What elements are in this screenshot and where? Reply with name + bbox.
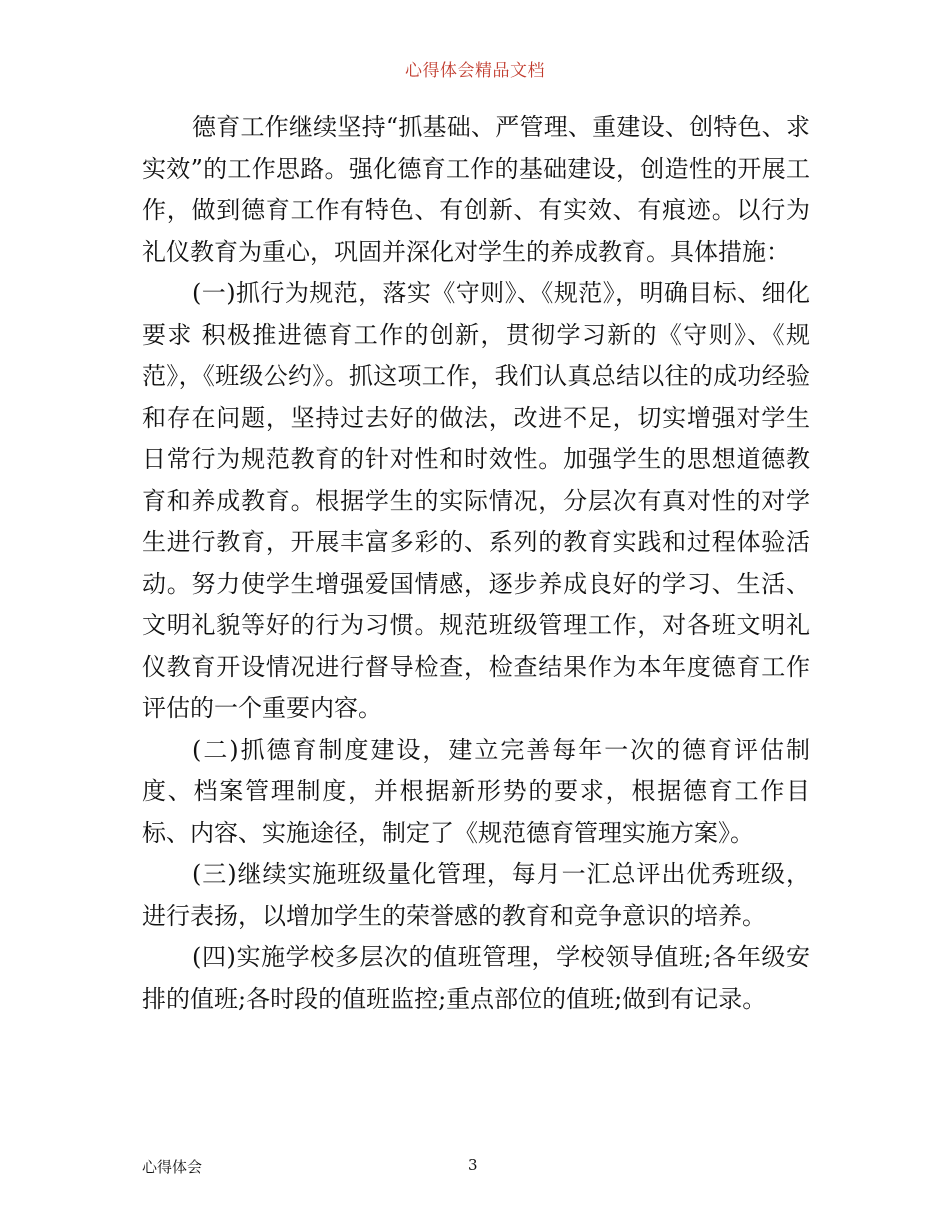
page-number: 3 — [468, 1156, 478, 1174]
document-body — [142, 107, 810, 1020]
paragraph-item-1: (一)抓行为规范，落实《守则》、《规范》，明确目标、细化要求 积极推进德育工作的创新，贯彻学习新的《守则》、《规范》，《班级公约》。抓这项工作，我们认真总结以往的成功经验和存在问题，坚持过去好的做法，改进不足，切实增强对学生日常行为规范教育的针对性和时效性。加强学生的思想道德教育和养成教育。根据学生的实际情况，分层次有真对性的对学生进行教育，开展丰富多彩的、系列的教育实践和过程体验活动。努力使学生增强爱国情感，逐步养成良好的学习、生活、文明礼貌等好的行为习惯。规范班级管理工作，对各班文明礼仪教育开设情况进行督导检查，检查结果作为本年度德育工作评估的一个重要内容。 — [142, 279, 810, 722]
paragraph-item-2: (二)抓德育制度建设，建立完善每年一次的德育评估制度、档案管理制度，并根据新形势的要求，根据德育工作目标、内容、实施途径，制定了《规范德育管理实施方案》。 — [142, 735, 810, 847]
paragraph-intro: 德育工作继续坚持“抓基础、严管理、重建设、创特色、求实效”的工作思路。强化德育工作的基础建设，创造性的开展工作，做到德育工作有特色、有创新、有实效、有痕迹。以行为礼仪教育为重心，巩固并深化对学生的养成教育。具体措施： — [142, 113, 810, 266]
document-header-title: 心得体会精品文档 — [405, 61, 545, 81]
paragraph-item-4: (四)实施学校多层次的值班管理，学校领导值班;各年级安排的值班;各时段的值班监控;重点部位的值班;做到有记录。 — [142, 943, 810, 1013]
paragraph-item-3: (三)继续实施班级量化管理，每月一汇总评出优秀班级，进行表扬，以增加学生的荣誉感的教育和竞争意识的培养。 — [142, 860, 810, 930]
footer-label: 心得体会 — [142, 1158, 203, 1176]
